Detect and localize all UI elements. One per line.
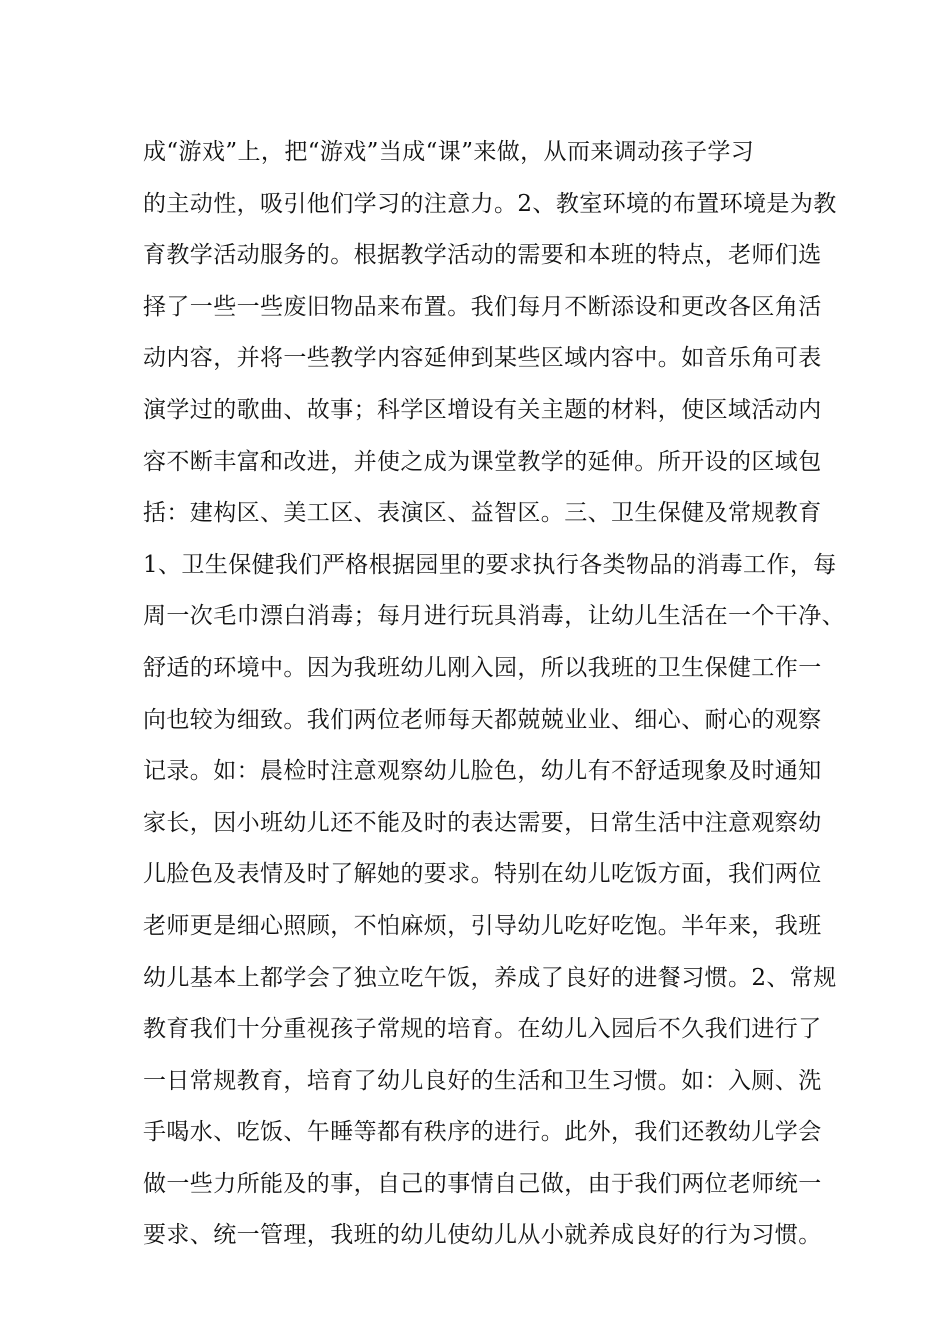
text-line: 做一些力所能及的事，自己的事情自己做，由于我们两位老师统一 bbox=[143, 1170, 822, 1197]
text-line: 手喝水、吃饭、午睡等都有秩序的进行。此外，我们还教幼儿学会 bbox=[143, 1119, 822, 1146]
text-line: 一日常规教育，培育了幼儿良好的生活和卫生习惯。如：入厕、洗 bbox=[143, 1067, 822, 1094]
text-line: 的主动性，吸引他们学习的注意力。2、教室环境的布置环境是为教 bbox=[143, 190, 837, 217]
text-line: 演学过的歌曲、故事；科学区增设有关主题的材料，使区域活动内 bbox=[143, 396, 822, 423]
text-line: 教育我们十分重视孩子常规的培育。在幼儿入园后不久我们进行了 bbox=[143, 1016, 822, 1043]
text-line: 动内容，并将一些教学内容延伸到某些区域内容中。如音乐角可表 bbox=[143, 345, 822, 372]
text-line: 幼儿基本上都学会了独立吃午饭，养成了良好的进餐习惯。2、常规 bbox=[143, 964, 837, 991]
text-line: 要求、统一管理，我班的幼儿使幼儿从小就养成良好的行为习惯。 bbox=[143, 1222, 822, 1249]
text-line: 容不断丰富和改进，并使之成为课堂教学的延伸。所开设的区域包 bbox=[143, 448, 822, 475]
text-line: 家长，因小班幼儿还不能及时的表达需要，日常生活中注意观察幼 bbox=[143, 809, 822, 836]
text-line: 向也较为细致。我们两位老师每天都兢兢业业、细心、耐心的观察 bbox=[143, 706, 822, 733]
text-line: 舒适的环境中。因为我班幼儿刚入园，所以我班的卫生保健工作一 bbox=[143, 654, 822, 681]
text-line: 记录。如：晨检时注意观察幼儿脸色，幼儿有不舒适现象及时通知 bbox=[143, 758, 822, 785]
text-line: 育教学活动服务的。根据教学活动的需要和本班的特点，老师们选 bbox=[143, 242, 822, 269]
text-line: 括：建构区、美工区、表演区、益智区。三、卫生保健及常规教育 bbox=[143, 500, 822, 527]
body-text bbox=[143, 132, 863, 1267]
text-line: 择了一些一些废旧物品来布置。我们每月不断添设和更改各区角活 bbox=[143, 293, 822, 320]
text-line: 周一次毛巾漂白消毒；每月进行玩具消毒，让幼儿生活在一个干净、 bbox=[143, 603, 845, 630]
text-line: 老师更是细心照顾，不怕麻烦，引导幼儿吃好吃饱。半年来，我班 bbox=[143, 912, 822, 939]
text-line: 1、卫生保健我们严格根据园里的要求执行各类物品的消毒工作，每 bbox=[143, 551, 837, 578]
text-line: 儿脸色及表情及时了解她的要求。特别在幼儿吃饭方面，我们两位 bbox=[143, 861, 822, 888]
text-line: 成“游戏”上，把“游戏”当成“课”来做，从而来调动孩子学习 bbox=[143, 139, 755, 165]
